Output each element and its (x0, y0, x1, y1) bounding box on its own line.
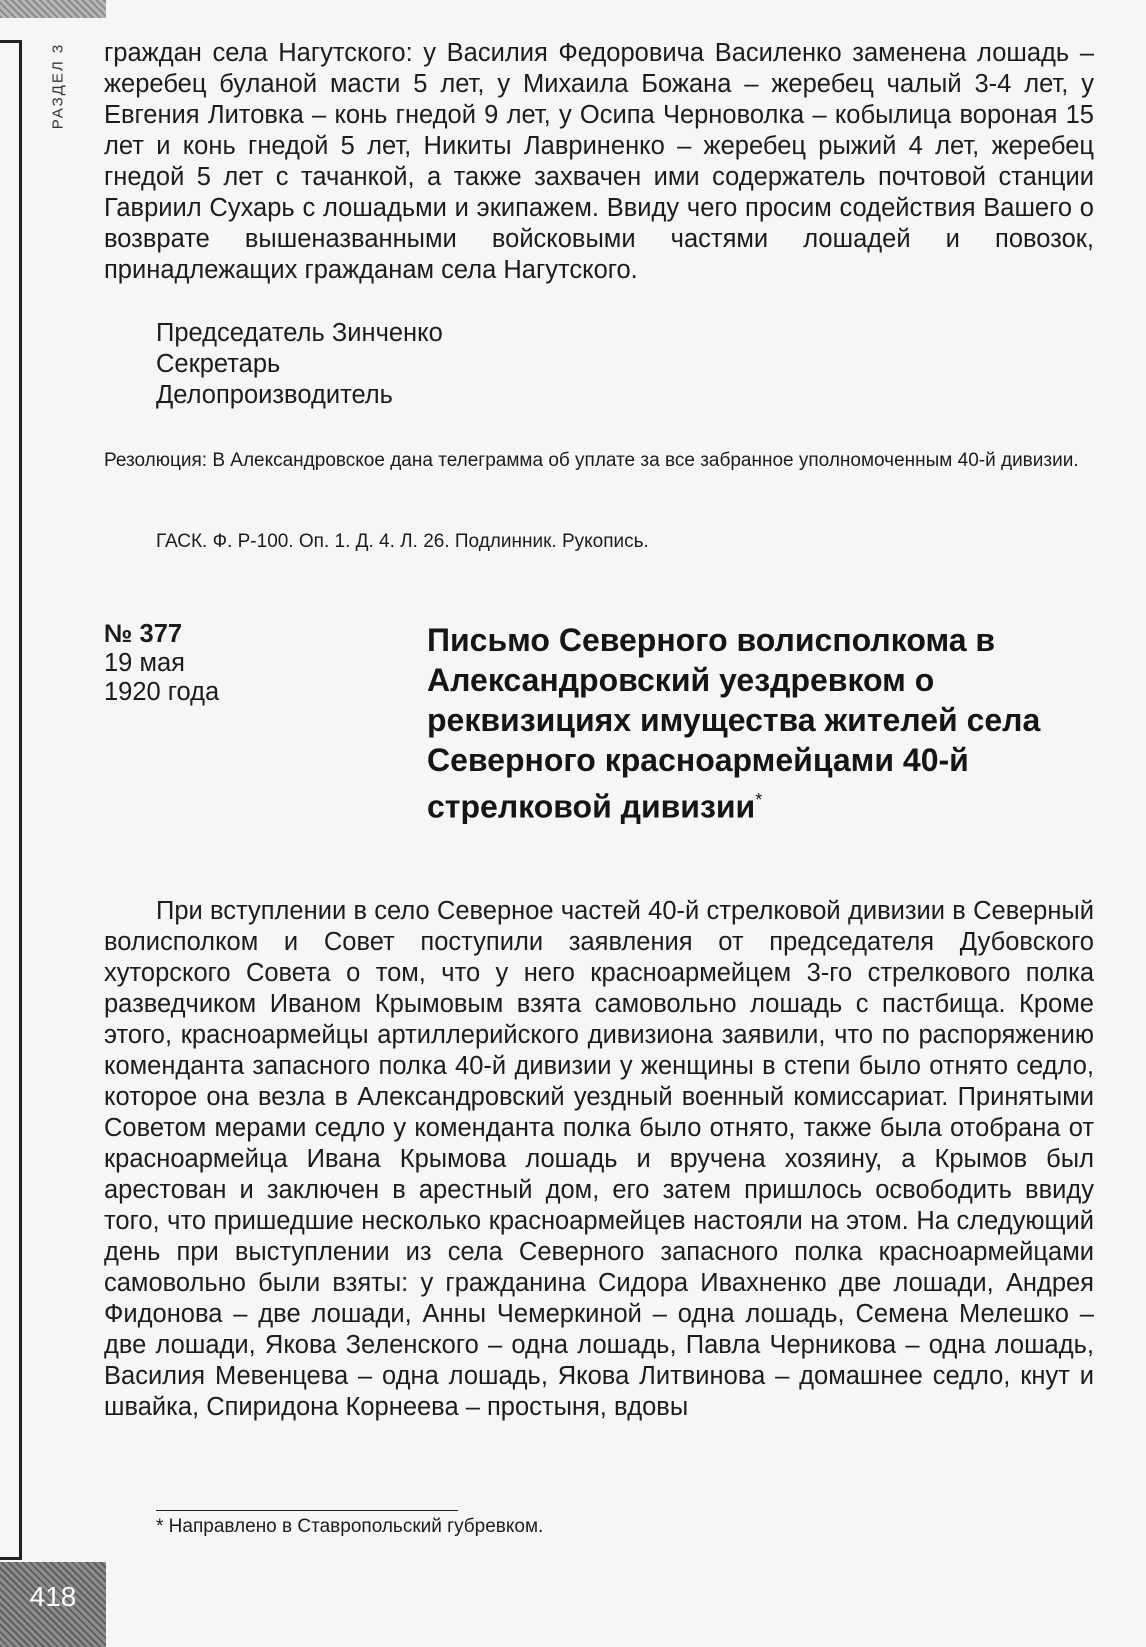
signature-clerk: Делопроизводитель (156, 381, 393, 409)
document-title (427, 620, 1087, 827)
document-date-day: 19 мая (104, 649, 185, 677)
signature-secretary: Секретарь (156, 350, 281, 378)
signature-chairman: Председатель Зинченко (156, 319, 443, 347)
section-label (46, 26, 70, 146)
resolution-note: Резолюция: В Александровское дана телеграмма об уплате за все забранное уполномоченным 40-й дивизии. (104, 450, 1079, 471)
footnote-marker: * (755, 790, 763, 810)
document-body: При вступлении в село Северное частей 40-й стрелковой дивизии в Северный волисполком и Совет поступили заявления от председателя Дубовского хуторского Совета о том, что у него красноармейцем 3-го стрелкового полка разведчиком Иваном Крымовым взята самовольно лошадь с пастбища. Кроме этого, красноармейцы артиллерийского дивизиона заявили, что по распоряжению коменданта запасного полка 40-й дивизии у женщины в степи было отнято седло, которое она везла в Александровский уездный военный комиссариат. Принятыми Советом мерами седло у коменданта полка было отнято, также была отобрана от красноармейца Ивана Крымова лошадь и вручена хозяину, а Крымов был арестован и заключен в арестный дом, его затем пришлось освободить ввиду того, что пришедшие несколько красноармейцев настояли на этом. На следующий день при выступлении из села Северного запасного полка красноармейцами самовольно были взяты: у гражданина Сидора Ивахненко две лошади, Андрея Фидонова – две лошади, Анны Чемеркиной – одна лошадь, Семена Мелешко – две лошади, Якова Зеленского – одна лошадь, Павла Черникова – одна лошадь, Василия Мевенцева – одна лошадь, Якова Литвинова – домашнее седло, кнут и швайка, Спиридона Корнеева – простыня, вдовы (104, 897, 1094, 1421)
page-number: 418 (0, 1562, 106, 1647)
top-hatch-decoration (0, 0, 106, 18)
signature-block (104, 318, 1094, 411)
section-label-text: РАЗДЕЛ 3 (49, 42, 67, 130)
footnote-divider (156, 1510, 458, 1511)
document-meta (104, 620, 364, 707)
document-title-text: Письмо Северного волисполкома в Александровский уездревком о реквизициях имущества жителей села Северного красноармейцами 40-й стрелковой дивизии (427, 622, 1041, 825)
continued-paragraph: граждан села Нагутского: у Василия Федоровича Василенко заменена лошадь – жеребец буланой масти 5 лет, у Михаила Божана – жеребец чалый 3-4 лет, у Евгения Литовка – конь гнедой 9 лет, у Осипа Черноволка – кобылица вороная 15 лет и конь гнедой 5 лет, Никиты Лавриненко – жеребец рыжий 4 лет, жеребец гнедой 5 лет с тачанкой, а также захвачен ими содержатель почтовой станции Гавриил Сухарь с лошадьми и экипажем. Ввиду чего просим содействия Вашего о возврате вышеназванными войсковыми частями лошадей и повозок, принадлежащих гражданам села Нагутского. (104, 39, 1094, 284)
document-date-year: 1920 года (104, 678, 220, 706)
footnote: * Направлено в Ставропольский губревком. (156, 1516, 544, 1537)
document-number: № 377 (104, 620, 183, 648)
archive-reference: ГАСК. Ф. Р-100. Оп. 1. Д. 4. Л. 26. Подлинник. Рукопись. (156, 531, 649, 552)
left-margin-frame (0, 40, 22, 1560)
